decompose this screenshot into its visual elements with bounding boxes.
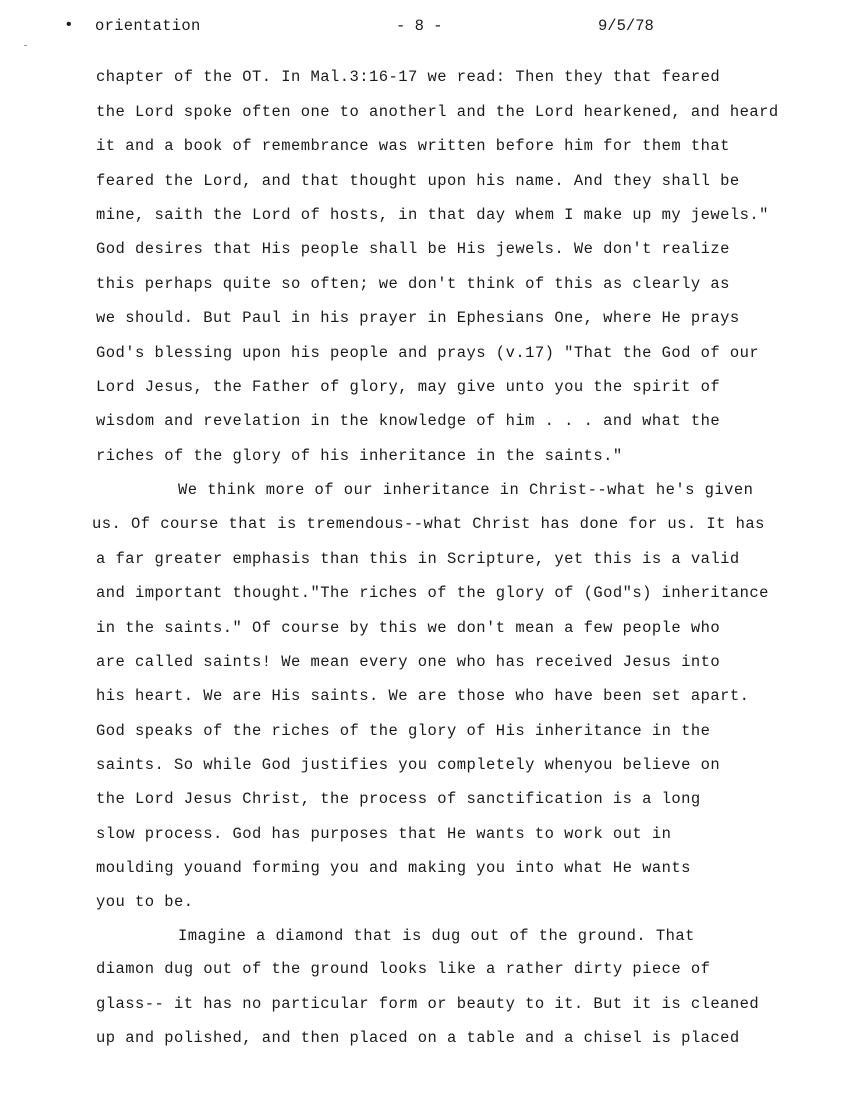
text-line: chapter of the OT. In Mal.3:16-17 we read: Then they that feared <box>96 68 721 86</box>
text-line: moulding youand forming you and making you into what He wants <box>96 859 691 877</box>
text-line: are called saints! We mean every one who has received Jesus into <box>96 653 721 671</box>
scan-mark <box>24 45 27 46</box>
text-line: slow process. God has purposes that He wants to work out in <box>96 825 672 843</box>
text-line: mine, saith the Lord of hosts, in that day whem I make up my jewels." <box>96 206 769 224</box>
text-line: God's blessing upon his people and prays (v.17) "That the God of our <box>96 344 760 362</box>
text-line: up and polished, and then placed on a table and a chisel is placed <box>96 1029 740 1047</box>
text-line: in the saints." Of course by this we don't mean a few people who <box>96 619 721 637</box>
text-line: a far greater emphasis than this in Scripture, yet this is a valid <box>96 550 740 568</box>
header-topic: orientation <box>95 17 201 35</box>
text-line: diamon dug out of the ground looks like a rather dirty piece of <box>96 960 711 978</box>
text-line: wisdom and revelation in the knowledge of him . . . and what the <box>96 412 721 430</box>
text-line: and important thought."The riches of the glory of (God"s) inheritance <box>96 584 769 602</box>
text-line: Lord Jesus, the Father of glory, may give unto you the spirit of <box>96 378 721 396</box>
text-line: God desires that His people shall be His jewels. We don't realize <box>96 240 730 258</box>
text-line: the Lord Jesus Christ, the process of sanctification is a long <box>96 790 701 808</box>
page-number: - 8 - <box>396 17 443 35</box>
text-line: God speaks of the riches of the glory of His inheritance in the <box>96 722 711 740</box>
text-line: riches of the glory of his inheritance in the saints." <box>96 447 623 465</box>
text-line: Imagine a diamond that is dug out of the ground. That <box>178 927 695 945</box>
header-bullet: • <box>64 16 74 34</box>
text-line: We think more of our inheritance in Christ--what he's given <box>178 481 754 499</box>
text-line: we should. But Paul in his prayer in Ephesians One, where He prays <box>96 309 740 327</box>
text-line: glass-- it has no particular form or beauty to it. But it is cleaned <box>96 995 760 1013</box>
text-line: it and a book of remembrance was written before him for them that <box>96 137 730 155</box>
text-line: this perhaps quite so often; we don't think of this as clearly as <box>96 275 730 293</box>
header-date: 9/5/78 <box>598 17 654 35</box>
text-line: you to be. <box>96 893 194 911</box>
text-line: his heart. We are His saints. We are those who have been set apart. <box>96 687 750 705</box>
text-line: feared the Lord, and that thought upon his name. And they shall be <box>96 172 740 190</box>
text-line: saints. So while God justifies you completely whenyou believe on <box>96 756 721 774</box>
text-line: us. Of course that is tremendous--what Christ has done for us. It has <box>92 515 765 533</box>
text-line: the Lord spoke often one to anotherl and the Lord hearkened, and heard <box>96 103 779 121</box>
